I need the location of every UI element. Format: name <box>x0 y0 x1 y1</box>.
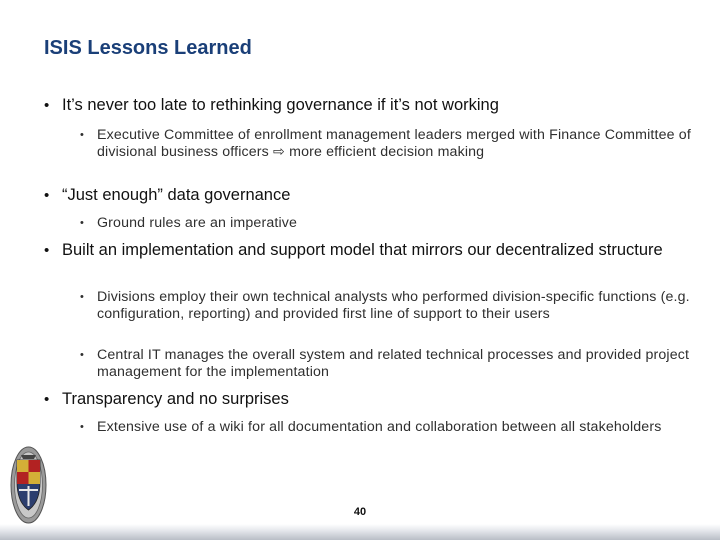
sub-bullet-item: • Ground rules are an imperative <box>97 215 697 232</box>
sub-bullet-item: • Divisions employ their own technical analysts who performed division-specific functions (e.g. configuration, reporting) and provided first line of support to their users <box>97 289 697 322</box>
bullet-item: • “Just enough” data governance <box>62 186 702 206</box>
slide-title: ISIS Lessons Learned <box>44 37 252 59</box>
sub-bullet-item: • Extensive use of a wiki for all documentation and collaboration between all stakeholders <box>97 419 697 436</box>
sub-bullet-item: • Executive Committee of enrollment management leaders merged with Finance Committee of divisional business officers ⇨ more efficient decision making <box>97 127 697 160</box>
sub-bullet-item: • Central IT manages the overall system and related technical processes and provided project management for the implementation <box>97 347 697 380</box>
bullet-item: • Transparency and no surprises <box>62 390 702 410</box>
bullet-item: • Built an implementation and support model that mirrors our decentralized structure <box>62 241 702 261</box>
university-crest-logo <box>10 446 47 524</box>
bullet-item: • It’s never too late to rethinking governance if it’s not working <box>62 96 702 116</box>
footer-bar <box>0 524 720 540</box>
page-number: 40 <box>353 506 367 518</box>
